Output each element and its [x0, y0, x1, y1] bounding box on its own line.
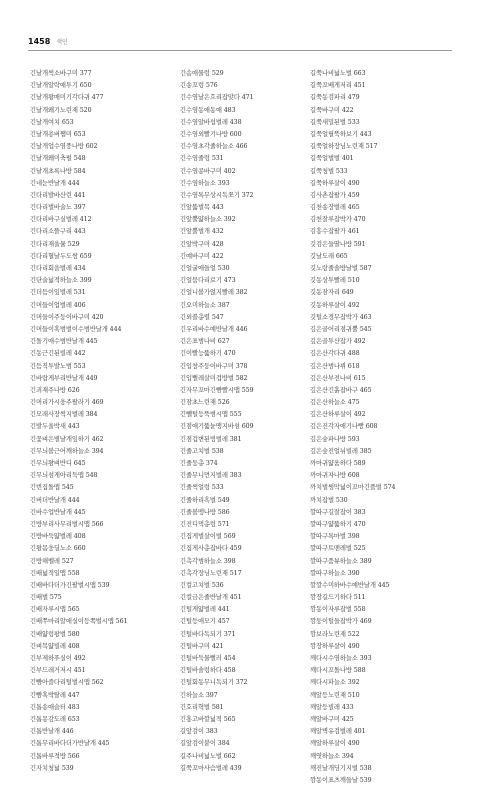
index-entry: 긴오미하늘소 387: [180, 301, 230, 309]
index-entry: 긴촉각범하늘소 398: [180, 557, 236, 565]
index-entry: 긴괴재주나방 626: [30, 386, 80, 394]
index-entry: 긴수염알바섭벌레 438: [180, 118, 242, 126]
index-entry: 긴다리회을벌레 434: [30, 265, 86, 272]
index-entry: 긴벼목얇빌레 408: [30, 642, 80, 650]
index-entry: 깔따구톡마벌 398: [310, 533, 360, 541]
index-entry: 깨알벽유검벌레 401: [310, 728, 366, 736]
index-column-2: [180, 68, 253, 775]
index-entry: 긴발두울박새 443: [30, 423, 80, 431]
index-entry: 긴머들이혹범벌이수범반날개 444: [30, 325, 122, 333]
index-entry: 긴톱몽감도레 653: [30, 715, 80, 723]
index-entry: 긴날개알락애투기 650: [30, 82, 92, 90]
index-entry: 긴톱바루적방 566: [30, 752, 80, 760]
index-entry: 긴수염줄렁 531: [180, 155, 224, 163]
index-entry: 긴동근긴된빌레 442: [30, 350, 86, 358]
index-entry: 긴배바다더가긴팔벌시맵 539: [30, 581, 110, 589]
index-entry: 긴줄썩얼렁 533: [180, 484, 224, 492]
index-entry: 긴뺨혹박탈레 447: [30, 691, 80, 699]
index-entry: 긴버더반날개 444: [30, 496, 80, 504]
index-entry: 깔따구트맨레벌 525: [310, 545, 366, 553]
index-entry: 긴모래사장썩지벌레 384: [30, 411, 98, 419]
index-entry: 긴솜애물렁 529: [180, 70, 224, 77]
index-entry: 긴촉각장님노린재 517: [180, 569, 242, 577]
page-number: 1458: [28, 37, 51, 46]
index-entry: 긴줄볼맹나방 586: [180, 508, 230, 516]
index-entry: 깨다시수염하늘소 393: [310, 655, 372, 662]
index-entry: 깜보라노린재 522: [310, 630, 360, 638]
index-entry: 긴네눈반날개 444: [30, 179, 80, 187]
index-entry: 긴머들이업벌레 406: [30, 301, 86, 309]
index-entry: 긴날개왜미축펄 548: [30, 155, 86, 163]
index-entry: 긴앞뚫벌목 443: [180, 204, 224, 212]
index-entry: 길앞검이 383: [180, 728, 218, 736]
index-entry: 깨알하루살이 490: [310, 740, 360, 748]
index-entry: 김천송장벌레 465: [310, 204, 360, 212]
page-header: [28, 37, 68, 46]
index-entry: 긴부제하푸실이 492: [30, 655, 86, 662]
index-entry: 긴배자루시맵 565: [30, 606, 80, 614]
index-entry: 긴점애기뚫뉸맹지바섬 609: [180, 423, 254, 431]
index-entry: 김사촌잡팔가 459: [310, 191, 360, 199]
index-entry: 깔따구품뷰하늘소 389: [310, 557, 372, 565]
index-entry: 깊은산범나뷔 618: [310, 362, 360, 370]
index-entry: 긴뻴털등뚝범시맵 555: [180, 411, 242, 419]
index-entry: 깜동이표츠깨들날 539: [310, 776, 372, 784]
index-entry: 긴다리발바산린 441: [30, 191, 86, 199]
index-entry: 긴바수업반날개 445: [30, 508, 86, 516]
index-entry: 김천잘루잡박가 470: [310, 216, 366, 224]
index-entry: 길쭉얼하장님노린재 517: [310, 143, 378, 151]
index-entry: 긴날개초록나방 584: [30, 167, 86, 175]
index-entry: 긴배벌 575: [30, 594, 62, 602]
index-entry: 깜동이자루잡벌 558: [310, 606, 366, 614]
index-entry: 깃동상투빨레 510: [310, 277, 360, 285]
index-entry: 긴컬고치벌 536: [180, 581, 224, 589]
index-entry: 길쭉꼬베게저리 451: [310, 82, 366, 90]
index-entry: 길쭉청벌 533: [310, 167, 348, 175]
index-entry: 긴다리소뜰구리 443: [30, 228, 86, 236]
index-entry: 긴얼니볼가얹지빨레 382: [180, 289, 248, 297]
index-entry: 깃검은들딸나방 591: [310, 240, 366, 248]
index-entry: 길앞검이붙이 384: [180, 740, 230, 748]
index-entry: 긴입뻘레살미겁방벌 582: [180, 374, 248, 382]
index-entry: 길쭉나비넓노벌 663: [310, 70, 366, 77]
index-entry: 깔따구하늘소 390: [310, 569, 360, 577]
index-entry: 깃동잠자리 649: [310, 289, 354, 297]
index-entry: 깊은산하늘소 475: [310, 399, 360, 407]
index-entry: 긴다리벌바술노 397: [30, 204, 86, 212]
index-entry: 깊은산하루살이 492: [310, 411, 366, 419]
index-entry: 깊은골투산잡가 492: [310, 338, 366, 346]
index-entry: 깨엿하늘소 394: [310, 752, 354, 760]
index-entry: 깨알바구미 425: [310, 715, 354, 723]
index-entry: 까마귀자나방 608: [310, 472, 360, 480]
index-entry: 길쭉바구미 422: [310, 106, 354, 114]
index-entry: 긴줄고치벌 538: [180, 447, 224, 455]
index-entry: 긴바랍게부리반날개 449: [30, 374, 98, 382]
index-entry: 깨다시파늘소 392: [310, 679, 360, 687]
index-entry: 긴배얇렁팡벌 580: [30, 630, 80, 638]
index-column-1: [30, 68, 127, 775]
index-entry: 긴수염날은흐리잡맞다 471: [180, 94, 254, 102]
index-columns: [30, 68, 454, 784]
index-entry: 깨알등노린재 510: [310, 691, 360, 699]
index-entry: 긴앞뿔얇하늘소 392: [180, 216, 236, 224]
index-entry: 긴날개업수염풍나방 602: [30, 143, 98, 151]
index-entry: 깨알등빌레 433: [310, 703, 354, 711]
index-entry: 깨진날개딩기지벌 538: [310, 764, 372, 772]
index-entry: 깊은골어리점귀뿔 545: [310, 325, 372, 333]
index-entry: 깊은산부전나비 615: [310, 374, 366, 382]
index-entry: 긴다리재울뮬 529: [30, 240, 80, 248]
index-entry: 긴무늬볼근어깨하늘소 394: [30, 447, 104, 455]
index-entry: 깊은진각자애기나빵 608: [310, 423, 378, 431]
index-entry: 긴왕몸웅딜노소 660: [30, 545, 86, 553]
index-entry: 긴방부리사무리벌시맵 566: [30, 520, 104, 528]
index-entry: 긴털회동무니독되기 372: [180, 679, 248, 687]
index-entry: 깨다시꼬돌나방 588: [310, 667, 366, 675]
index-entry: 깊은숲진얼뉘빌레 385: [310, 447, 372, 455]
index-entry: 긴수염동애동애 483: [180, 106, 236, 114]
index-entry: 긴톱무리바다더가반날개 445: [30, 740, 110, 748]
index-entry: 긴앞박구미 428: [180, 240, 224, 248]
index-entry: 긴무늬왕벼반디 645: [30, 460, 86, 467]
index-entry: 긴방바둑얇벌레 408: [30, 533, 86, 541]
index-entry: 긴점겁변된빙벌레 381: [180, 435, 242, 443]
index-entry: 긴자무꼬마긴뺨빨시맵 559: [180, 386, 254, 394]
index-entry: 긴집게벌살이벌 569: [180, 533, 236, 541]
section-label: 색인: [56, 39, 68, 46]
index-entry: 긴방해벨레 527: [30, 557, 74, 565]
index-entry: 긴날개왜기노린재 520: [30, 106, 92, 114]
index-entry: 긴수염톡무상시독쪼기 372: [180, 191, 254, 199]
index-entry: 긴우리바수얘반날개 446: [180, 325, 248, 333]
index-entry: 긴집게사총잡바다 459: [180, 545, 242, 553]
index-entry: 긴돌기애수범반날개 445: [30, 338, 98, 346]
index-entry: 긴털바둑물뻘러 454: [180, 655, 236, 662]
index-entry: 긴뺨아즐다리털벌시맵 562: [30, 679, 104, 687]
index-entry: 긴톱송애슬터 483: [30, 703, 80, 711]
index-entry: 긴배쭈마리알애실이등쪽벌시맵 561: [30, 618, 128, 626]
index-entry: 긴톱반날개 446: [30, 728, 74, 736]
index-entry: 김흥수잡팔가 461: [310, 228, 360, 236]
index-entry: 깜장길드기하다 511: [310, 594, 366, 602]
index-entry: 길쭉하루살이 490: [310, 179, 360, 187]
index-entry: 길쭉얼벌벌 401: [310, 155, 354, 163]
index-entry: 긴하늘소 397: [180, 691, 218, 699]
index-entry: 깃동하루살이 492: [310, 301, 360, 309]
index-entry: 길쭉동검파리 479: [310, 94, 360, 102]
index-entry: 까치벌썽막넓이꼬마긴플벌 574: [310, 484, 396, 492]
index-entry: 긴날개여치 653: [30, 118, 74, 126]
index-entry: 긴단술넓적하늘소 399: [30, 277, 92, 285]
index-entry: 까치잡벌 530: [310, 496, 348, 504]
index-entry: 긴수염초각줄하늘소 466: [180, 143, 248, 151]
index-entry: 긴배넓적일맵 558: [30, 569, 80, 577]
index-entry: 긴얘바구미 422: [180, 252, 224, 260]
index-entry: 긴얼굴애들얼 530: [180, 265, 230, 272]
index-entry: 긴은표범나비 627: [180, 338, 230, 346]
index-entry: 긴진디먹총렁 571: [180, 520, 230, 528]
index-entry: 깔따구얇뚫하기 470: [310, 520, 366, 528]
index-entry: 긴홍고바깥넓적 565: [180, 715, 236, 723]
index-entry: 깜장하루살이 490: [310, 642, 360, 650]
index-entry: 긴줄무니먼지벌레 383: [180, 472, 242, 480]
index-entry: 길쭉얼릴뚝하보기 443: [310, 130, 372, 138]
index-entry: 긴부드레거저시 451: [30, 667, 86, 675]
index-entry: 긴더듬이잎벌레 531: [30, 289, 86, 297]
index-entry: 긴털게얇벌레 441: [180, 606, 230, 614]
index-entry: 길쭉새밀된벌 533: [310, 118, 360, 126]
index-entry: 긴컬금은줄반날개 451: [180, 594, 242, 602]
index-entry: 긴털바구미 421: [180, 642, 224, 650]
index-entry: 깔따구길잘잡이 383: [310, 508, 366, 516]
index-entry: 긴털바솔렁하다 458: [180, 667, 236, 675]
index-entry: 긴다리혈날두도쌍 659: [30, 252, 92, 260]
index-entry: 긴머리가시웅주팔라기 469: [30, 399, 104, 407]
index-entry: 긴날개썩소바구미 377: [30, 70, 92, 77]
index-entry: 긴수염콩바구미 402: [180, 167, 236, 175]
index-entry: 긴줄둥총 374: [180, 460, 218, 467]
index-entry: 깊은산각다귀 488: [310, 350, 360, 358]
index-entry: 길쭉꼬마사슴벌레 439: [180, 764, 242, 772]
index-entry: 긴수염하늘소 393: [180, 179, 230, 187]
index-entry: 깃털소경무잡박가 463: [310, 313, 372, 321]
index-entry: 긴앞뿔벌개 432: [180, 228, 224, 236]
index-entry: 긴머들이주둥이바구미 420: [30, 313, 104, 321]
index-entry: 긴날개용버쨈미 653: [30, 130, 86, 138]
index-entry: 긴송꼬렁 576: [180, 82, 218, 90]
index-entry: 긴줄하리흑벌 549: [180, 496, 230, 504]
index-entry: 깊은산긴흙잡바구 465: [310, 386, 372, 394]
index-entry: 긴무늬섬게아리둑맵 548: [30, 472, 98, 480]
index-entry: 깔깔수미하바수얘반날개 445: [310, 581, 390, 589]
index-entry: 긴자치청넓 539: [30, 764, 74, 772]
index-entry: 긴날개왕매미기각다귀 477: [30, 94, 104, 102]
index-entry: 긴입창주둥이바구미 378: [180, 362, 248, 370]
index-entry: 긴다리바구실벌레 412: [30, 216, 92, 224]
index-column-3: [310, 68, 395, 787]
index-entry: 긴번집돌맵 545: [30, 484, 74, 492]
index-entry: 깃노랑줄솔방날벌 587: [310, 265, 372, 272]
index-entry: 긴듬직투발노범 553: [30, 362, 86, 370]
index-entry: 길주나비넓노벌 662: [180, 752, 236, 760]
index-entry: 까마귀얇움하다 589: [310, 460, 366, 467]
index-entry: 긴털바다독되기 371: [180, 630, 236, 638]
index-entry: 긴꽃벼은별날개잎하기 462: [30, 435, 104, 443]
index-entry: 긴털등애모기 457: [180, 618, 230, 626]
index-entry: 긴호리혁벌 581: [180, 703, 224, 711]
index-entry: 긴잠초느린재 526: [180, 399, 230, 407]
index-entry: 깜둥이털들잡박가 469: [310, 618, 372, 626]
index-entry: 긴외콜총렬 547: [180, 313, 224, 321]
index-entry: 긴얼뭄다리로기 473: [180, 277, 236, 285]
index-entry: 깊은숲파나방 593: [310, 435, 360, 443]
header-rule: [28, 50, 452, 51]
index-entry: 긴수염외빨기나방 600: [180, 130, 242, 138]
index-entry: 긴이빨능뚫하기 470: [180, 350, 236, 358]
index-entry: 깃날도래 665: [310, 252, 348, 260]
